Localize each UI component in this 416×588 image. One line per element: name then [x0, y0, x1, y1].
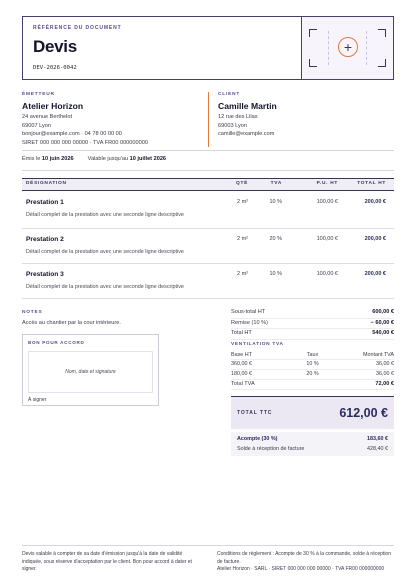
balance-row	[237, 445, 388, 455]
divider	[22, 150, 394, 151]
approval-box	[22, 334, 159, 406]
total-ttc-label: TOTAL TTC	[237, 409, 273, 416]
issue-date: Émis le 10 juin 2026	[22, 156, 74, 162]
client-address-line: 69003 Lyon	[218, 122, 248, 129]
reference-label: RÉFÉRENCE DU DOCUMENT	[33, 25, 122, 31]
corner-mark	[378, 29, 386, 37]
vat-amount: 36,00 €	[340, 370, 394, 380]
line-title: Prestation 3	[26, 271, 64, 278]
signature-field[interactable]: Nom, date et signature	[28, 351, 153, 393]
column-header: DÉSIGNATION	[26, 181, 67, 187]
vat-amount: 36,00 €	[340, 360, 394, 370]
payment-terms: Conditions de règlement : Acompte de 30 % à la commande, solde à réception de facture.	[217, 551, 391, 565]
guide-line	[328, 31, 329, 65]
total-vat-label: Total TVA	[231, 380, 255, 387]
issuer-address-line: 69007 Lyon	[22, 122, 52, 129]
line-detail: Détail complet de la prestation avec une seconde ligne descriptive	[26, 283, 184, 290]
line-vat: 10 %	[269, 199, 282, 205]
column-header: TOTAL HT	[357, 181, 386, 187]
vat-rate: 10 %	[285, 360, 339, 370]
table-row	[22, 192, 394, 229]
client-block	[208, 92, 394, 147]
column-header: QTÉ	[236, 181, 248, 187]
line-description	[22, 271, 222, 298]
vat-section-label: VENTILATION TVA	[231, 341, 284, 347]
total-ht-label: Total HT	[231, 330, 252, 337]
footer-terms	[217, 551, 394, 574]
line-description	[22, 199, 222, 228]
vat-header: Base HT	[231, 351, 285, 361]
line-vat: 10 %	[269, 271, 282, 277]
sign-place: À signer	[28, 397, 47, 404]
document-header	[22, 16, 394, 80]
vat-header: Taux	[285, 351, 339, 361]
vat-header: Montant TVA	[340, 351, 394, 361]
discount-label: Remise (10 %)	[231, 319, 268, 326]
plus-icon[interactable]: +	[338, 37, 358, 57]
total-ttc-value: 612,00 €	[339, 405, 388, 420]
balance-value: 428,40 €	[367, 446, 388, 453]
parties-section	[22, 92, 394, 147]
line-total: 200,00 €	[364, 199, 386, 205]
discount-value: − 60,00 €	[370, 319, 394, 326]
logo-placeholder[interactable]	[301, 17, 393, 79]
client-label: CLIENT	[218, 92, 241, 97]
vat-base: 360,00 €	[231, 360, 285, 370]
footer-validity: Devis valable à compter de sa date d'émission jusqu'à la date de validité indiquée, sous réserve d'acceptation par le client. Bon pour accord à dater et signer.	[22, 551, 192, 572]
footer	[22, 545, 394, 574]
notes-text: Accès au chantier par la cour intérieure.	[22, 320, 121, 326]
line-description	[22, 236, 222, 263]
corner-mark	[309, 59, 317, 67]
corner-mark	[309, 29, 317, 37]
subtotal-label: Sous-total HT	[231, 309, 266, 316]
discount-row	[231, 319, 394, 330]
total-vat-row	[231, 380, 394, 391]
subtotal-value: 600,00 €	[372, 309, 394, 316]
divider	[22, 170, 394, 171]
corner-mark	[378, 59, 386, 67]
table-row	[22, 229, 394, 264]
issuer-name: Atelier Horizon	[22, 101, 84, 112]
guide-line	[366, 31, 367, 65]
column-header: P.U. HT	[316, 181, 338, 187]
issuer-contact: bonjour@example.com · 04 78 00 00 00	[22, 131, 122, 138]
validity-date: Valable jusqu'au 10 juillet 2026	[87, 156, 167, 162]
table-row	[22, 264, 394, 299]
totals-block	[231, 308, 394, 390]
deposit-value: 183,60 €	[367, 436, 388, 443]
issuer-label: ÉMETTEUR	[22, 92, 55, 97]
issuer-block	[22, 92, 208, 147]
client-email: camille@example.com	[218, 131, 275, 138]
document-number: DEV-2026-0042	[33, 64, 77, 71]
header-info	[23, 17, 301, 79]
total-ht-value: 540,00 €	[372, 330, 394, 337]
table-header	[22, 178, 394, 191]
legal-mentions: Atelier Horizon · SARL · SIRET 000 000 000 00000 · TVA FR00 000000000	[217, 566, 385, 572]
line-title: Prestation 1	[26, 199, 64, 206]
total-ttc-box	[231, 396, 394, 429]
line-quantity: 2 m²	[237, 199, 248, 205]
client-name: Camille Martin	[218, 101, 277, 112]
vat-base: 180,00 €	[231, 370, 285, 380]
deposit-row	[237, 435, 388, 445]
balance-label: Solde à réception de facture	[237, 446, 305, 453]
line-unit-price: 100,00 €	[316, 271, 338, 277]
total-ht-row	[231, 329, 394, 340]
issuer-address-line: 24 avenue Berthelot	[22, 114, 73, 121]
vat-rate: 20 %	[285, 370, 339, 380]
vat-breakdown	[231, 351, 394, 380]
line-total: 200,00 €	[364, 271, 386, 277]
total-vat-value: 72,00 €	[375, 380, 394, 387]
line-quantity: 2 m²	[237, 236, 248, 242]
line-detail: Détail complet de la prestation avec une seconde ligne descriptive	[26, 211, 184, 218]
client-address-line: 12 rue des Lilas	[218, 114, 258, 121]
line-unit-price: 100,00 €	[316, 199, 338, 205]
issuer-ids: SIRET 000 000 000 00000 · TVA FR00 000000000	[22, 139, 148, 146]
line-detail: Détail complet de la prestation avec une seconde ligne descriptive	[26, 248, 184, 255]
notes-label: NOTES	[22, 310, 43, 315]
line-unit-price: 100,00 €	[316, 236, 338, 242]
line-vat: 20 %	[269, 236, 282, 242]
column-header: TVA	[270, 181, 282, 187]
subtotal-row	[231, 308, 394, 319]
deposit-box	[231, 432, 394, 456]
line-quantity: 2 m²	[237, 271, 248, 277]
line-title: Prestation 2	[26, 236, 64, 243]
document-title: Devis	[33, 36, 77, 56]
deposit-label: Acompte (30 %)	[237, 436, 278, 443]
dates-line	[22, 156, 166, 164]
line-total: 200,00 €	[364, 236, 386, 242]
approval-label: BON POUR ACCORD	[28, 340, 85, 345]
